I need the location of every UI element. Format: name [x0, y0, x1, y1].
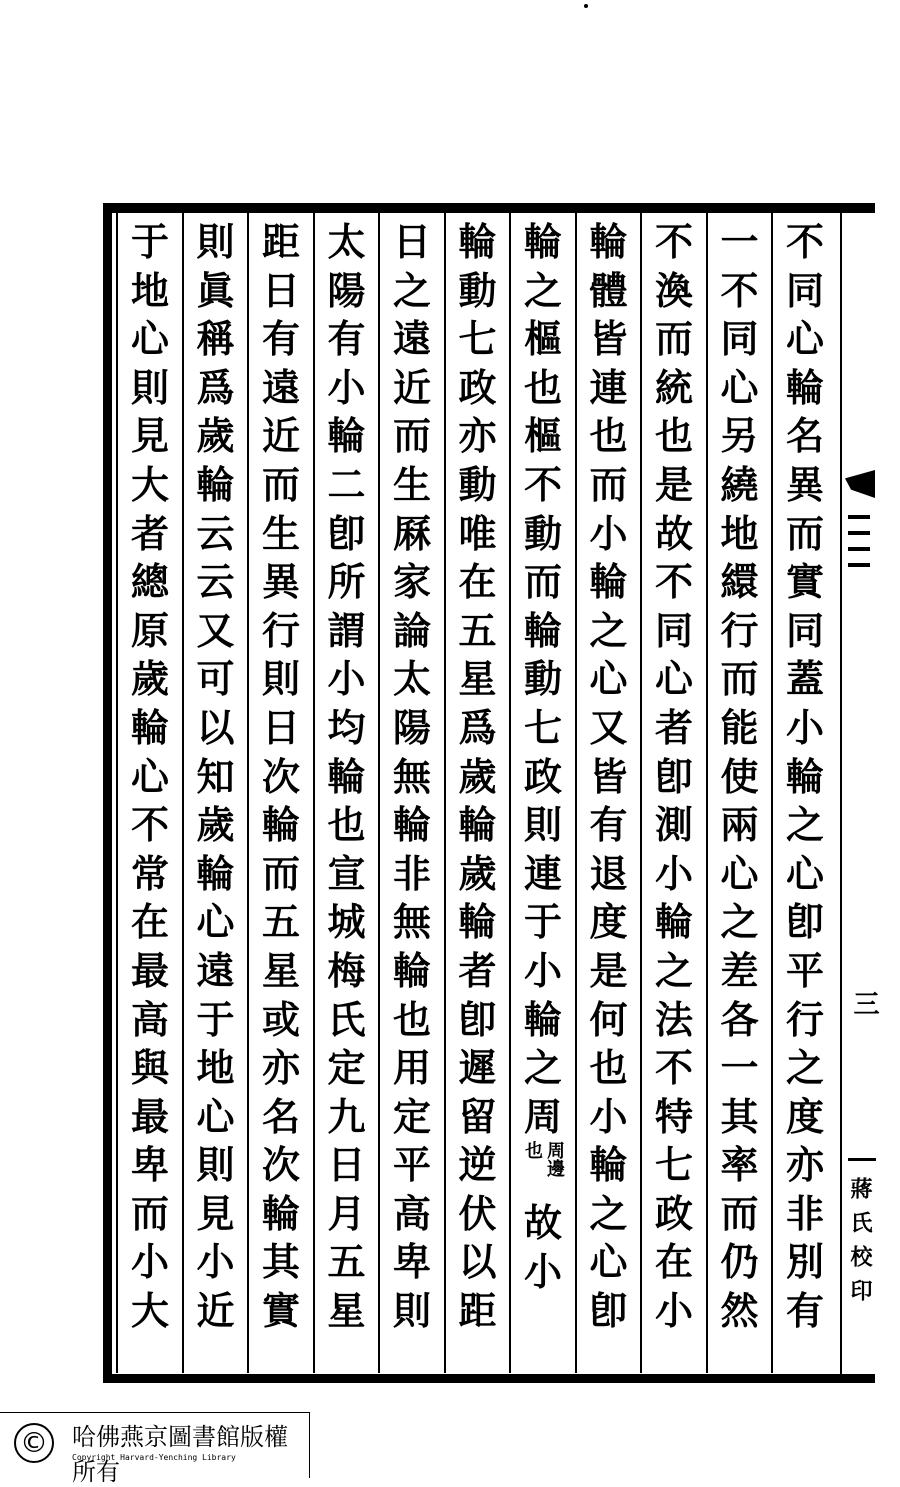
glyph: 另: [720, 413, 759, 459]
glyph: 卽: [589, 1288, 628, 1334]
scan-speck: [104, 1178, 108, 1182]
glyph: 不: [654, 219, 693, 264]
glyph: 又: [589, 704, 628, 750]
glyph: 蓋: [785, 656, 824, 702]
glyph: 其: [720, 1093, 759, 1139]
glyph: 次: [261, 753, 300, 799]
glyph: 無: [392, 753, 431, 799]
glyph: 太: [327, 219, 366, 264]
glyph: 平: [392, 1142, 431, 1188]
glyph: 行: [720, 607, 759, 653]
glyph: 云: [196, 559, 235, 605]
glyph: 高: [130, 996, 169, 1042]
glyph: 小: [196, 1239, 235, 1285]
glyph: 輪: [523, 607, 562, 653]
glyph: 心: [196, 1093, 235, 1139]
glyph: 高: [392, 1190, 431, 1236]
glyph: 同: [785, 607, 824, 653]
glyph: 定: [392, 1093, 431, 1139]
page-number: 三: [849, 990, 879, 1016]
glyph: 差: [720, 947, 759, 993]
glyph: 則: [130, 364, 169, 410]
glyph: 動: [458, 267, 497, 313]
glyph: 日: [261, 267, 300, 313]
copyright-stamp: [0, 1412, 310, 1486]
glyph: 而: [261, 461, 300, 507]
glyph: 近: [261, 413, 300, 459]
glyph: 九: [327, 1093, 366, 1139]
glyph: 與: [130, 1045, 169, 1091]
glyph: 于: [523, 899, 562, 945]
glyph: 而: [261, 850, 300, 896]
glyph: 不: [720, 267, 759, 313]
glyph: 原: [130, 607, 169, 653]
glyph: 以: [458, 1239, 497, 1285]
glyph: 則: [523, 802, 562, 848]
text-column: [577, 218, 641, 1368]
glyph: 而: [523, 559, 562, 605]
glyph: 之: [392, 267, 431, 313]
glyph: 政: [523, 753, 562, 799]
glyph: 也: [589, 1045, 628, 1091]
glyph: 輪: [589, 219, 628, 264]
glyph: 日: [261, 704, 300, 750]
glyph: 皆: [589, 316, 628, 362]
glyph: 用: [392, 1045, 431, 1091]
glyph: 遠: [196, 947, 235, 993]
glyph: 星: [261, 947, 300, 993]
glyph: 同: [654, 607, 693, 653]
glyph: 而: [720, 1190, 759, 1236]
glyph: 歲: [130, 656, 169, 702]
glyph: 無: [392, 899, 431, 945]
glyph: 退: [589, 850, 628, 896]
glyph: 則: [392, 1288, 431, 1334]
glyph: 伏: [458, 1190, 497, 1236]
glyph: 在: [130, 899, 169, 945]
glyph: 繞: [720, 461, 759, 507]
text-column: [773, 218, 837, 1368]
glyph: 歲: [458, 850, 497, 896]
glyph: 法: [654, 996, 693, 1042]
glyph: 皆: [589, 753, 628, 799]
glyph: 之: [523, 1045, 562, 1091]
glyph: 輪: [523, 996, 562, 1042]
glyph: 而: [130, 1190, 169, 1236]
glyph: 非: [392, 850, 431, 896]
glyph: 也: [523, 364, 562, 410]
glyph: 不: [785, 219, 824, 264]
glyph: 度: [589, 899, 628, 945]
glyph: 動: [458, 461, 497, 507]
glyph: 遠: [392, 316, 431, 362]
glyph: 小: [589, 510, 628, 556]
glyph: 測: [654, 802, 693, 848]
glyph: 七: [523, 704, 562, 750]
glyph: 行: [785, 996, 824, 1042]
text-column: [708, 218, 772, 1368]
glyph: 或: [261, 996, 300, 1042]
glyph: 有: [327, 316, 366, 362]
glyph: 心: [130, 316, 169, 362]
glyph: 卑: [130, 1142, 169, 1188]
glyph: 則: [261, 656, 300, 702]
glyph: 卽: [785, 899, 824, 945]
glyph: 近: [392, 364, 431, 410]
glyph: 則: [196, 1142, 235, 1188]
glyph: 者: [654, 704, 693, 750]
glyph: 月: [327, 1190, 366, 1236]
glyph: 有: [785, 1288, 824, 1334]
column-rule: [116, 213, 118, 1373]
glyph: 以: [196, 704, 235, 750]
glyph: 周: [523, 1093, 562, 1139]
glyph: 均: [327, 704, 366, 750]
glyph: 陽: [327, 267, 366, 313]
glyph: 輪: [458, 899, 497, 945]
glyph: 之: [589, 607, 628, 653]
glyph: 輪: [196, 461, 235, 507]
glyph: 而: [589, 461, 628, 507]
glyph: 度: [785, 1093, 824, 1139]
glyph: 亦: [785, 1142, 824, 1188]
text-column: [511, 218, 575, 1368]
glyph: 見: [196, 1190, 235, 1236]
glyph: 輪: [523, 219, 562, 264]
glyph: 心: [589, 656, 628, 702]
glyph: 平: [785, 947, 824, 993]
glyph: 樞: [523, 316, 562, 362]
glyph: 而: [720, 656, 759, 702]
glyph: 同: [720, 316, 759, 362]
glyph: 輪: [392, 947, 431, 993]
glyph: 生: [261, 510, 300, 556]
text-column: [118, 218, 182, 1368]
glyph: 樞: [523, 413, 562, 459]
glyph: 見: [130, 413, 169, 459]
leaf-number-marks: [848, 515, 870, 567]
glyph: 生: [392, 461, 431, 507]
glyph: 厤: [392, 510, 431, 556]
glyph: 使: [720, 753, 759, 799]
glyph: 輪: [130, 704, 169, 750]
glyph: 小: [654, 850, 693, 896]
glyph: 行: [261, 607, 300, 653]
scan-speck: [584, 4, 588, 8]
glyph: 而: [392, 413, 431, 459]
glyph: 于: [196, 996, 235, 1042]
glyph: 二: [327, 461, 366, 507]
glyph: 一: [720, 219, 759, 264]
glyph: 連: [523, 850, 562, 896]
glyph: 七: [458, 316, 497, 362]
glyph: 宣: [327, 850, 366, 896]
glyph: 星: [327, 1288, 366, 1334]
glyph: 輪: [785, 753, 824, 799]
glyph: 輪: [327, 753, 366, 799]
glyph: 異: [785, 461, 824, 507]
glyph: 名: [785, 413, 824, 459]
glyph: 則: [196, 219, 235, 264]
glyph: 統: [654, 364, 693, 410]
copyright-english: Copyright Harvard-Yenching Library: [72, 1453, 236, 1462]
glyph: 率: [720, 1142, 759, 1188]
glyph: 之: [523, 267, 562, 313]
glyph: 何: [589, 996, 628, 1042]
glyph: 知: [196, 753, 235, 799]
glyph: 亦: [261, 1045, 300, 1091]
glyph: 小: [785, 704, 824, 750]
glyph: 是: [654, 461, 693, 507]
glyph: 稱: [196, 316, 235, 362]
glyph: 而: [785, 510, 824, 556]
text-column: [380, 218, 444, 1368]
glyph: 留: [458, 1093, 497, 1139]
glyph: 歲: [196, 802, 235, 848]
glyph: 一: [720, 1045, 759, 1091]
glyph: 卽: [327, 510, 366, 556]
glyph: 可: [196, 656, 235, 702]
glyph: 爲: [196, 364, 235, 410]
glyph: 連: [589, 364, 628, 410]
glyph: 次: [261, 1142, 300, 1188]
glyph: 仍: [720, 1239, 759, 1285]
glyph: 小: [327, 656, 366, 702]
glyph: 其: [261, 1239, 300, 1285]
glyph: 不: [130, 802, 169, 848]
glyph: 政: [458, 364, 497, 410]
glyph: 也: [654, 413, 693, 459]
glyph: 歲: [458, 753, 497, 799]
glyph: 爲: [458, 704, 497, 750]
glyph: 輪: [785, 364, 824, 410]
glyph: 輪: [261, 802, 300, 848]
glyph: 太: [392, 656, 431, 702]
note-line: 周邊: [544, 1141, 565, 1178]
glyph: 地: [130, 267, 169, 313]
glyph: 謂: [327, 607, 366, 653]
glyph: 陽: [392, 704, 431, 750]
glyph: 日: [327, 1142, 366, 1188]
glyph: 心: [130, 753, 169, 799]
glyph: 星: [458, 656, 497, 702]
glyph: 近: [196, 1288, 235, 1334]
glyph: 距: [261, 219, 300, 264]
text-column: [315, 218, 379, 1368]
glyph: 地: [196, 1045, 235, 1091]
glyph: 別: [785, 1239, 824, 1285]
glyph: 所: [327, 559, 366, 605]
text-column: [249, 218, 313, 1368]
glyph: 心: [589, 1239, 628, 1285]
glyph: 眞: [196, 267, 235, 313]
glyph: 也: [392, 996, 431, 1042]
glyph: 兩: [720, 802, 759, 848]
glyph: 唯: [458, 510, 497, 556]
glyph: 最: [130, 947, 169, 993]
glyph: 心: [785, 850, 824, 896]
glyph: 心: [654, 656, 693, 702]
copyright-chinese: 哈佛燕京圖書館版權所有: [72, 1423, 288, 1486]
glyph: 大: [130, 461, 169, 507]
glyph: 不: [654, 559, 693, 605]
glyph: 動: [523, 656, 562, 702]
glyph: 城: [327, 899, 366, 945]
glyph: 逆: [458, 1142, 497, 1188]
glyph: 小: [589, 1093, 628, 1139]
glyph: 輪: [327, 413, 366, 459]
glyph: 梅: [327, 947, 366, 993]
glyph: 也: [589, 413, 628, 459]
glyph: 歲: [196, 413, 235, 459]
glyph: 不: [523, 461, 562, 507]
publisher-mark: 蔣氏校印: [848, 1158, 876, 1313]
glyph: 卽: [654, 753, 693, 799]
glyph: 之: [720, 899, 759, 945]
glyph: 日: [392, 219, 431, 264]
glyph: 特: [654, 1093, 693, 1139]
glyph: 渙: [654, 267, 693, 313]
glyph: 輪: [589, 1142, 628, 1188]
text-column: [642, 218, 706, 1368]
glyph: 五: [327, 1239, 366, 1285]
interlinear-note: [522, 1141, 564, 1199]
glyph: 常: [130, 850, 169, 896]
glyph: 論: [392, 607, 431, 653]
glyph: 心: [720, 850, 759, 896]
glyph: 輪: [654, 899, 693, 945]
glyph: 故: [523, 1200, 562, 1246]
glyph: 五: [458, 607, 497, 653]
glyph: 小: [130, 1239, 169, 1285]
copyright-icon: ©: [14, 1423, 54, 1463]
glyph: 卽: [458, 996, 497, 1042]
glyph: 家: [392, 559, 431, 605]
glyph: 在: [458, 559, 497, 605]
glyph: 七: [654, 1142, 693, 1188]
glyph: 地: [720, 510, 759, 556]
glyph: 之: [654, 947, 693, 993]
text-column: [446, 218, 510, 1368]
glyph: 之: [785, 802, 824, 848]
glyph: 小: [523, 947, 562, 993]
glyph: 遠: [261, 364, 300, 410]
glyph: 動: [523, 510, 562, 556]
glyph: 小: [654, 1288, 693, 1334]
glyph: 輪: [196, 850, 235, 896]
glyph: 之: [785, 1045, 824, 1091]
glyph: 小: [327, 364, 366, 410]
note-line: 也: [522, 1141, 543, 1160]
glyph: 各: [720, 996, 759, 1042]
glyph: 者: [458, 947, 497, 993]
glyph: 體: [589, 267, 628, 313]
glyph: 輪: [458, 219, 497, 264]
glyph: 最: [130, 1093, 169, 1139]
glyph: 距: [458, 1288, 497, 1334]
glyph: 非: [785, 1190, 824, 1236]
glyph: 大: [130, 1288, 169, 1334]
glyph: 遲: [458, 1045, 497, 1091]
glyph: 不: [654, 1045, 693, 1091]
glyph: 定: [327, 1045, 366, 1091]
glyph: 故: [654, 510, 693, 556]
glyph: 名: [261, 1093, 300, 1139]
glyph: 實: [261, 1288, 300, 1334]
glyph: 云: [196, 510, 235, 556]
glyph: 之: [589, 1190, 628, 1236]
glyph: 異: [261, 559, 300, 605]
glyph: 然: [720, 1288, 759, 1334]
glyph: 有: [589, 802, 628, 848]
glyph: 亦: [458, 413, 497, 459]
glyph: 于: [130, 219, 169, 264]
glyph: 能: [720, 704, 759, 750]
glyph: 輪: [458, 802, 497, 848]
glyph: 心: [785, 316, 824, 362]
glyph: 心: [720, 364, 759, 410]
glyph: 心: [196, 899, 235, 945]
glyph: 同: [785, 267, 824, 313]
glyph: 總: [130, 559, 169, 605]
glyph: 在: [654, 1239, 693, 1285]
text-column: [184, 218, 248, 1368]
glyph: 輪: [392, 802, 431, 848]
glyph: 小: [523, 1248, 562, 1294]
glyph: 輪: [261, 1190, 300, 1236]
glyph: 繯: [720, 559, 759, 605]
glyph: 輪: [589, 559, 628, 605]
glyph: 是: [589, 947, 628, 993]
glyph: 又: [196, 607, 235, 653]
glyph: 而: [654, 316, 693, 362]
glyph: 政: [654, 1190, 693, 1236]
glyph: 者: [130, 510, 169, 556]
glyph: 氏: [327, 996, 366, 1042]
glyph: 實: [785, 559, 824, 605]
glyph: 有: [261, 316, 300, 362]
glyph: 五: [261, 899, 300, 945]
glyph: 也: [327, 802, 366, 848]
glyph: 卑: [392, 1239, 431, 1285]
